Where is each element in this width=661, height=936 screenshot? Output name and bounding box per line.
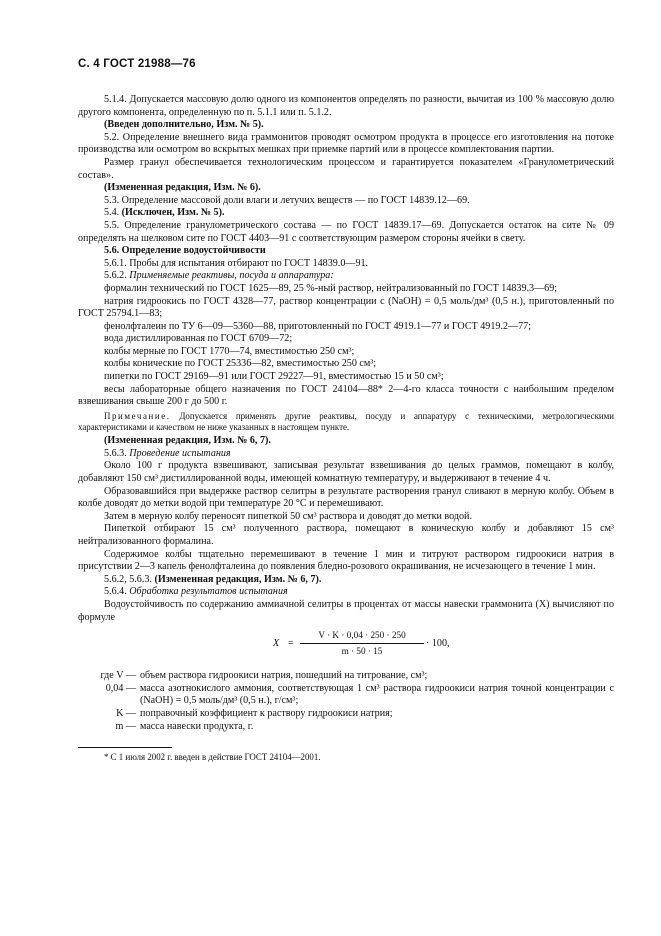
amendment-note: (Измененная редакция, Изм. № 6, 7). <box>154 573 322 585</box>
test-step: Образовавшийся при выдержке раствор селитры в результате растворения гранул сливают в мерную колбу. Объем в колбе доводят до метки водой при температуре 20 °С и перемешивают. <box>78 485 614 510</box>
definition-symbol: K — <box>116 707 136 719</box>
definition-symbol: 0,04 — <box>105 682 136 694</box>
test-step: Содержимое колбы тщательно перемешивают в течение 1 мин и титруют раствором гидроокиси натрия в присутствии 2—3 капель фенолфталеина до появления бледно-розового окрашивания, не исчезающего в течение 1 мин. <box>78 548 614 573</box>
formula-denominator: m · 50 · 15 <box>341 646 383 657</box>
definition-text: объем раствора гидроокиси натрия, пошедший на титрование, см³; <box>140 670 428 682</box>
footnote-divider <box>78 747 172 748</box>
formula-lhs: X <box>273 638 280 650</box>
subsection-title: Проведение испытания <box>129 447 231 459</box>
reagent-item: пипетки по ГОСТ 29169—91 или ГОСТ 29227—91, вместимостью 15 и 50 см³; <box>104 371 444 383</box>
reagent-item: колбы конические по ГОСТ 25336—82, вместимостью 250 см³; <box>104 358 377 370</box>
test-step: Затем в мерную колбу переносят пипеткой 50 см³ раствора и доводят до метки водой. <box>104 510 472 522</box>
calculation-intro: Водоустойчивость по содержанию аммиачной селитры в процентах от массы навески граммонита (X) вычисляют по формуле <box>78 598 614 623</box>
amendment-note: (Введен дополнительно, Изм. № 5). <box>104 119 264 131</box>
note <box>78 411 614 433</box>
reagent-item: натрия гидроокись по ГОСТ 4328—77, раствор концентрации c (NaOH) = 0,5 моль/дм³ (0,5 н.), приготовленный по ГОСТ 25794.1—83; <box>78 295 614 320</box>
definition-text: поправочный коэффициент к раствору гидроокиси натрия; <box>140 707 393 719</box>
paragraph-5-6-3 <box>78 448 614 461</box>
amendment-line <box>78 574 614 587</box>
formula-tail: · 100, <box>426 638 450 650</box>
reagent-item: весы лабораторные общего назначения по ГОСТ 24104—88* 2—4-го класса точности с наибольшим пределом взвешивания свыше 200 г до 500 г. <box>78 383 614 408</box>
note-text: Допускается применять другие реактивы, посуду и аппаратуру с техническими, метрологическими характеристиками и качеством не ниже указанных в настоящем пункте. <box>78 410 614 433</box>
paragraph-5-6-2 <box>78 270 614 283</box>
definition-text: масса навески продукта, г. <box>140 720 254 732</box>
reagent-item: формалин технический по ГОСТ 1625—89, 25 %-ный раствор, нейтрализованный по ГОСТ 14839.3—69; <box>104 282 558 294</box>
reagent-item: колбы мерные по ГОСТ 1770—74, вместимостью 250 см³; <box>104 345 355 357</box>
formula-equals: = <box>288 638 294 650</box>
definition-row <box>78 721 614 734</box>
amendment-note: (Измененная редакция, Изм. № 6). <box>104 182 261 194</box>
page-header: С. 4 ГОСТ 21988—76 <box>78 58 196 70</box>
section-number: 5.6.3. <box>104 447 127 459</box>
paragraph-5-2-granules: Размер гранул обеспечивается технологическим процессом и гарантируется показателем «Гранулометрический состав». <box>78 156 614 181</box>
subsection-title: Применяемые реактивы, посуда и аппаратура: <box>129 270 334 282</box>
formula-numerator: V · K · 0,04 · 250 · 250 <box>318 630 406 641</box>
definition-symbol: где V — <box>100 670 136 682</box>
excluded-note: (Исключен, Изм. № 5). <box>121 207 225 219</box>
paragraph-5-2: 5.2. Определение внешнего вида граммонитов проводят осмотром продукта в процессе его изготовления на потоке производства или осмотром во вскрытых мешках при приемке партий или в процессе комплектования партии. <box>78 131 614 156</box>
fraction-bar <box>300 643 424 644</box>
section-number: 5.4. <box>104 207 120 219</box>
paragraph-5-1-4: 5.1.4. Допускается массовую долю одного из компонентов определять по разности, вычитая из 100 % массовую долю другого компонента, определенную по п. 5.1.1 или п. 5.1.2. <box>78 94 614 118</box>
paragraph-5-3: 5.3. Определение массовой доли влаги и летучих веществ — по ГОСТ 14839.12—69. <box>104 194 470 206</box>
subsection-title: Обработка результатов испытания <box>129 586 288 598</box>
test-step: Около 100 г продукта взвешивают, записывая результат взвешивания до целых граммов, помещают в колбу, добавляют 150 см³ дистиллированной воды, имеющей комнатную температуру, и выдерживают в течение 4 ч. <box>78 460 614 485</box>
document-page <box>78 58 614 763</box>
definition-row <box>78 670 614 683</box>
amendment-note: (Измененная редакция, Изм. № 6, 7). <box>104 435 271 447</box>
reagent-item: фенолфталеин по ТУ 6—09—5360—88, приготовленный по ГОСТ 4919.1—77 и ГОСТ 4919.2—77; <box>104 320 532 332</box>
paragraph-5-6-1: 5.6.1. Пробы для испытания отбирают по ГОСТ 14839.0—91. <box>104 257 369 269</box>
variable-definitions <box>78 670 614 733</box>
note-label: Примечание. <box>104 410 171 421</box>
test-step: Пипеткой отбирают 15 см³ полученного раствора, помещают в коническую колбу и добавляют 15 см³ нейтрализованного формалина. <box>78 523 614 547</box>
definition-row <box>78 683 614 708</box>
definition-row <box>78 708 614 721</box>
paragraph-5-6-4 <box>78 586 614 599</box>
paragraph-5-5: 5.5. Определение гранулометрического состава — по ГОСТ 14839.17—69. Допускается остаток на сите № 09 определять на шелковом сите по ГОСТ 4403—91 с соответствующим размером стороны ячейки в свету. <box>78 219 614 244</box>
reagent-item: вода дистиллированная по ГОСТ 6709—72; <box>104 333 293 345</box>
section-number: 5.6.4. <box>104 586 127 598</box>
section-number: 5.6.2. <box>104 270 127 282</box>
section-heading-5-6: 5.6. Определение водоустойчивости <box>104 245 266 257</box>
section-number: 5.6.2, 5.6.3. <box>104 573 152 585</box>
paragraph-5-4 <box>78 207 614 220</box>
definition-text: масса азотнокислого аммония, соответствующая 1 см³ раствора гидроокиси натрия точной концентрации c (NaOH) = 0,5 моль/дм³ (0,5 н.), г/см³; <box>140 682 614 707</box>
footnote: * С 1 июля 2002 г. введен в действие ГОСТ 24104—2001. <box>104 752 321 763</box>
formula <box>78 626 614 666</box>
definition-symbol: m — <box>115 720 136 732</box>
